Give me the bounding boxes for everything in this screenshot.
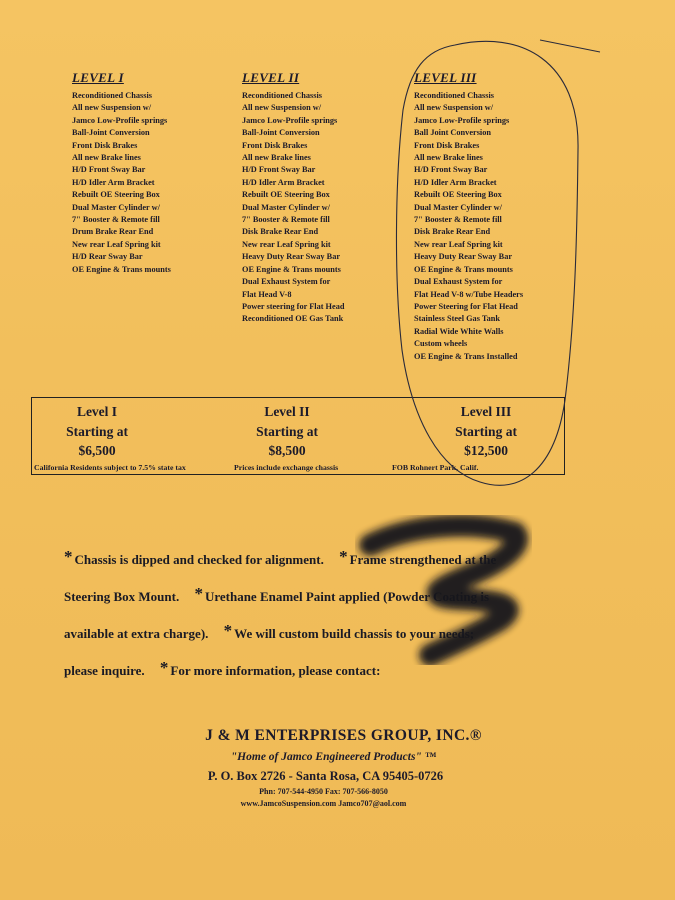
feature-item: All new Suspension w/ (72, 103, 152, 113)
level-2-title: LEVEL II (242, 70, 300, 85)
feature-item: OE Engine & Trans mounts (414, 264, 513, 274)
price-level-1-name: Level I (76, 404, 118, 419)
ink-smudge (350, 515, 550, 665)
feature-item: Heavy Duty Rear Sway Bar (414, 252, 513, 262)
feature-item: Power steering for Flat Head (242, 301, 345, 311)
feature-item: Flat Head V-8 w/Tube Headers (414, 289, 524, 299)
asterisk-5: * (159, 658, 169, 677)
price-level-2-name: Level II (264, 404, 310, 419)
feature-item: All new Suspension w/ (242, 103, 322, 113)
asterisk-1: * (64, 547, 73, 566)
feature-item: Disk Brake Rear End (414, 227, 491, 237)
feature-item: New rear Leaf Spring kit (242, 239, 331, 249)
price-level-2-starting: Starting at (256, 423, 318, 439)
feature-item: All new Brake lines (72, 153, 141, 163)
fob-note: FOB Rohnert Park, Calif. (392, 463, 479, 472)
feature-item: Drum Brake Rear End (72, 227, 154, 237)
feature-item: Reconditioned Chassis (242, 91, 322, 100)
feature-item: All new Suspension w/ (414, 103, 494, 113)
exchange-chassis-note: Prices include exchange chassis (234, 463, 339, 472)
custom-build-text: We will custom build chassis to your needs; (234, 626, 475, 641)
feature-item: H/D Idler Arm Bracket (414, 177, 497, 187)
feature-item: Dual Exhaust System for (242, 277, 331, 287)
company-name: J & M ENTERPRISES GROUP, INC.® (205, 727, 482, 744)
feature-item: H/D Idler Arm Bracket (242, 177, 325, 187)
feature-item: Front Disk Brakes (242, 140, 308, 150)
feature-item: Disk Brake Rear End (242, 227, 319, 237)
feature-item: New rear Leaf Spring kit (72, 239, 161, 249)
price-level-1-amount: $6,500 (78, 443, 116, 458)
feature-item: H/D Rear Sway Bar (72, 252, 143, 262)
company-tagline: "Home of Jamco Engineered Products" ™ (230, 751, 437, 763)
feature-item: Dual Master Cylinder w/ (414, 202, 502, 212)
feature-item: H/D Front Sway Bar (414, 165, 488, 175)
feature-item: Ball-Joint Conversion (242, 128, 320, 138)
feature-item: Ball Joint Conversion (414, 128, 491, 138)
asterisk-3: * (194, 584, 203, 603)
feature-item: Dual Exhaust System for (414, 277, 503, 287)
company-web-email: www.JamcoSuspension.com Jamco707@aol.com (240, 799, 407, 808)
asterisk-2: * (339, 547, 348, 566)
feature-item: OE Engine & Trans mounts (72, 264, 171, 274)
feature-item: Front Disk Brakes (72, 140, 138, 150)
feature-item: H/D Front Sway Bar (72, 165, 146, 175)
price-level-1-starting: Starting at (66, 423, 128, 439)
california-tax-note: California Residents subject to 7.5% state tax (34, 463, 186, 472)
paint-text: Urethane Enamel Paint applied (Powder Coating is (204, 589, 490, 604)
feature-item: Rebuilt OE Steering Box (242, 190, 330, 200)
steering-box-text: Steering Box Mount. (64, 589, 180, 604)
level-1-title: LEVEL I (72, 70, 124, 85)
feature-item: OE Engine & Trans mounts (242, 264, 341, 274)
feature-item: Jamco Low-Profile springs (72, 115, 168, 125)
feature-item: 7" Booster & Remote fill (242, 215, 330, 225)
feature-item: Radial Wide White Walls (414, 326, 504, 336)
feature-item: Dual Master Cylinder w/ (72, 202, 160, 212)
price-level-3-amount: $12,500 (464, 443, 508, 458)
feature-item: Custom wheels (414, 339, 468, 349)
feature-item: Ball-Joint Conversion (72, 128, 150, 138)
feature-item: Reconditioned OE Gas Tank (242, 314, 344, 324)
level-3-title: LEVEL III (414, 70, 477, 85)
feature-item: Rebuilt OE Steering Box (414, 190, 502, 200)
price-level-3-starting: Starting at (455, 423, 517, 439)
feature-item: H/D Front Sway Bar (242, 165, 316, 175)
feature-item: Front Disk Brakes (414, 140, 480, 150)
extra-charge-text: available at extra charge). (64, 626, 209, 641)
feature-item: 7" Booster & Remote fill (414, 215, 502, 225)
company-phones: Phn: 707-544-4950 Fax: 707-566-8050 (259, 787, 388, 796)
company-address: P. O. Box 2726 - Santa Rosa, CA 95405-0726 (207, 769, 444, 783)
feature-item: Jamco Low-Profile springs (242, 115, 338, 125)
feature-item: 7" Booster & Remote fill (72, 215, 160, 225)
please-inquire-text: please inquire. (64, 663, 145, 678)
feature-item: Stainless Steel Gas Tank (414, 314, 500, 324)
feature-item: Jamco Low-Profile springs (414, 115, 510, 125)
feature-item: Reconditioned Chassis (72, 91, 152, 100)
price-level-2-amount: $8,500 (268, 443, 306, 458)
feature-item: Rebuilt OE Steering Box (72, 190, 160, 200)
feature-item: Reconditioned Chassis (414, 91, 494, 100)
chassis-dipped-text: Chassis is dipped and checked for alignment. (74, 552, 324, 567)
contact-text: For more information, please contact: (170, 663, 381, 678)
feature-item: New rear Leaf Spring kit (414, 239, 503, 249)
price-level-3-name: Level III (460, 404, 512, 419)
feature-item: Flat Head V-8 (242, 289, 292, 299)
feature-item: OE Engine & Trans Installed (414, 351, 518, 361)
feature-item: H/D Idler Arm Bracket (72, 177, 155, 187)
frame-strengthened-text: Frame strengthened at the (349, 552, 497, 567)
feature-item: Dual Master Cylinder w/ (242, 202, 330, 212)
feature-item: Heavy Duty Rear Sway Bar (242, 252, 341, 262)
asterisk-4: * (223, 621, 233, 640)
feature-item: Power Steering for Flat Head (414, 301, 518, 311)
feature-item: All new Brake lines (414, 153, 483, 163)
feature-item: All new Brake lines (242, 153, 311, 163)
